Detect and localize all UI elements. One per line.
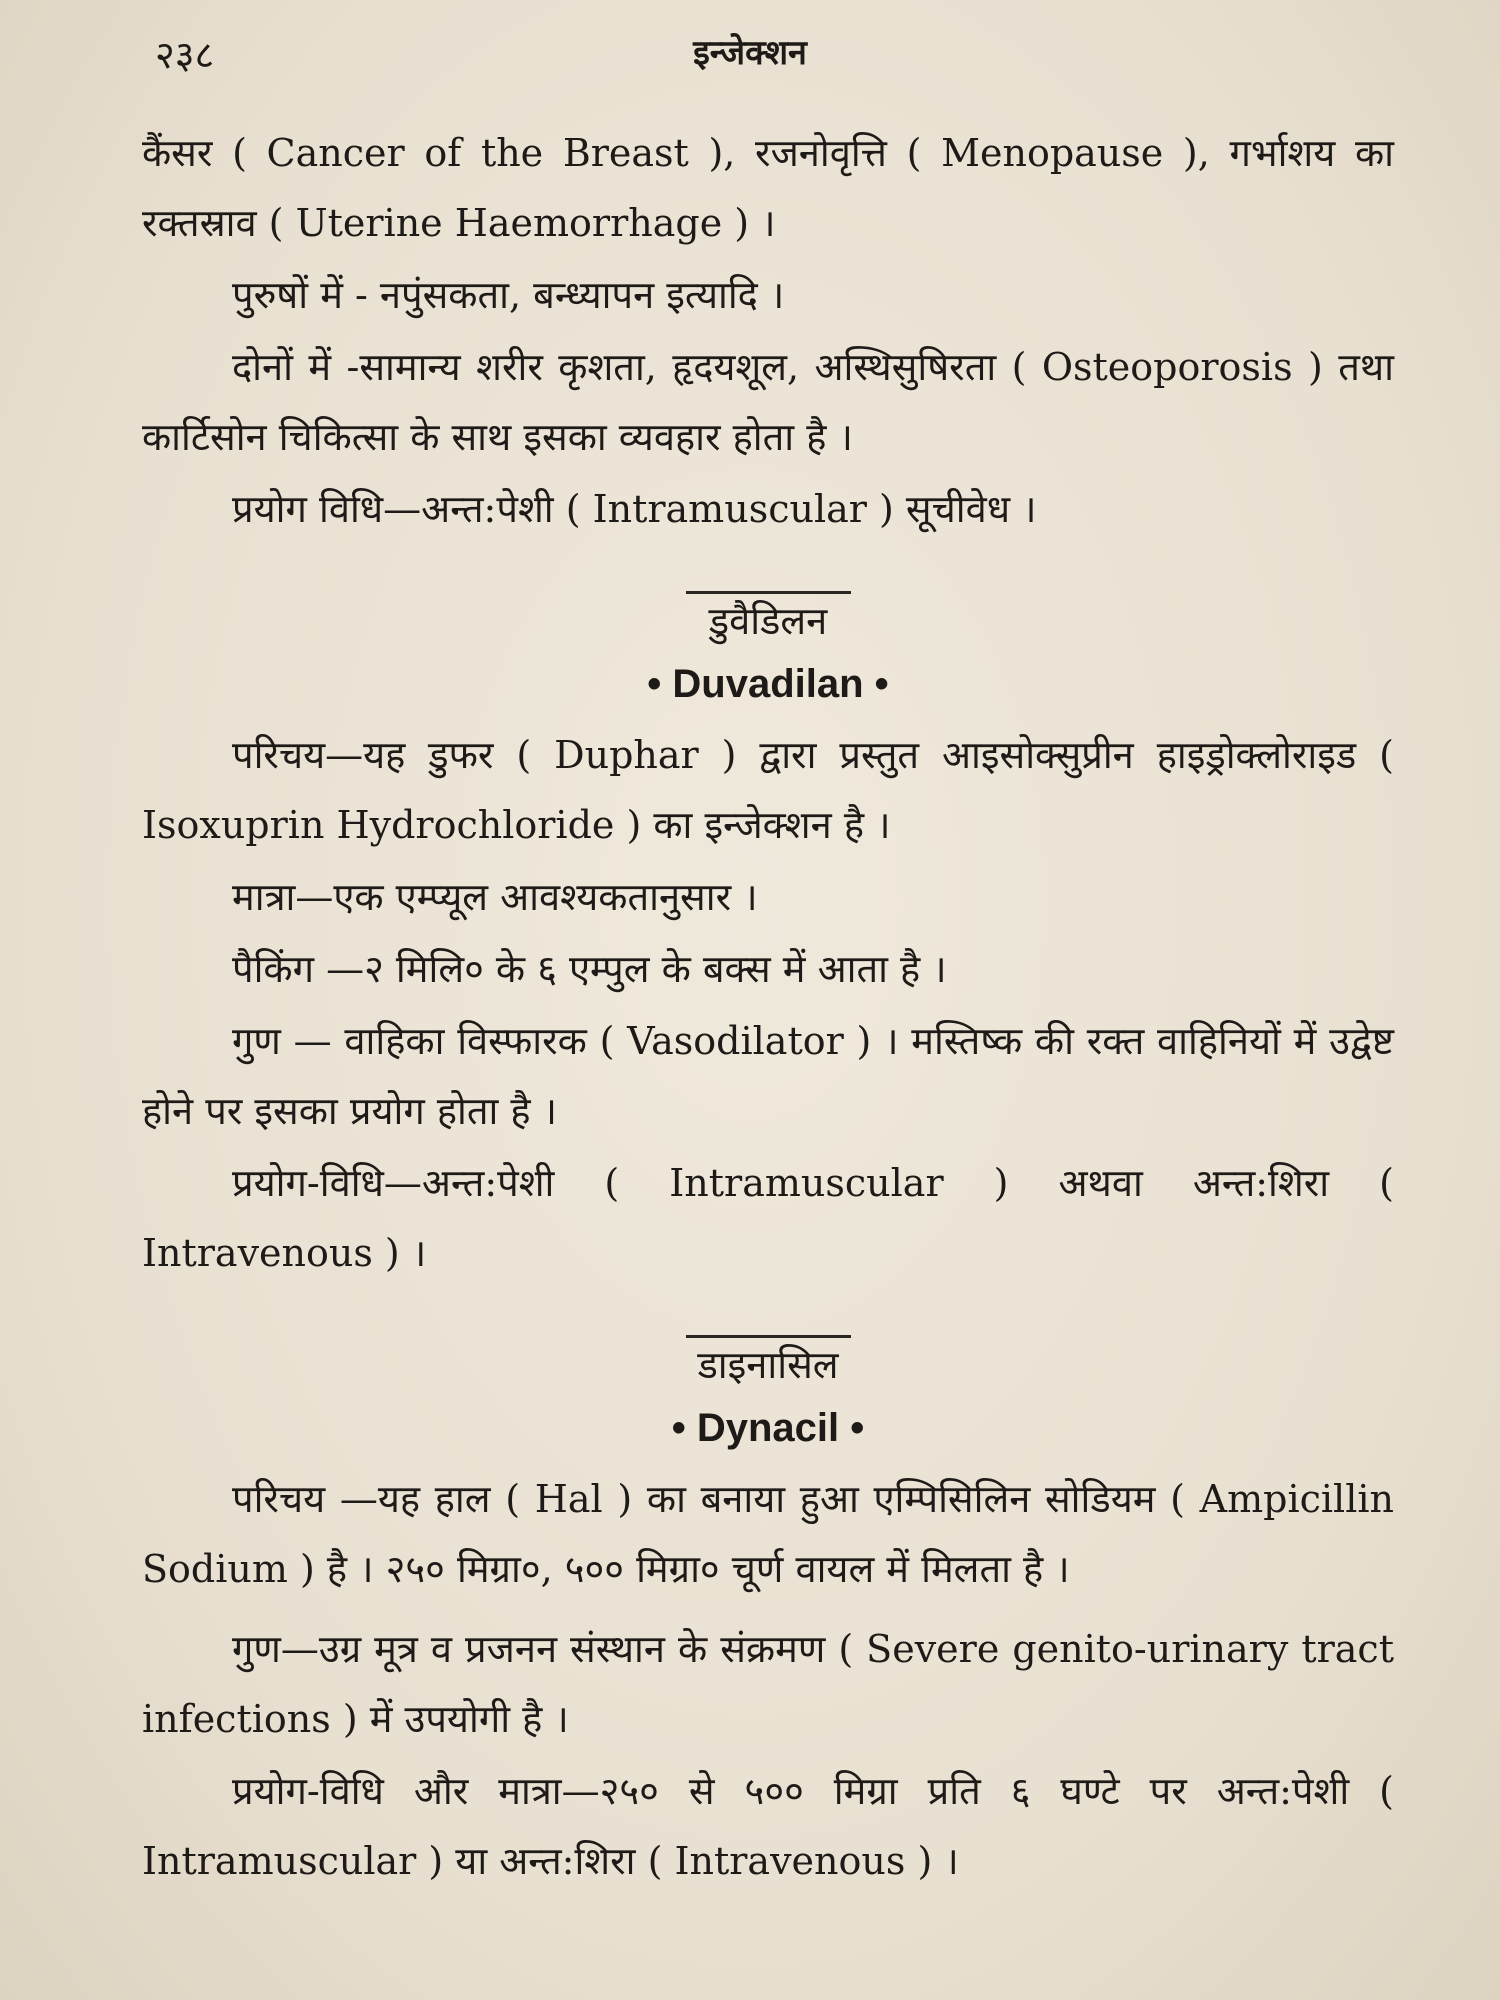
running-title: इन्जेक्शन: [693, 33, 807, 73]
entry-title-english: • Dynacil •: [671, 1406, 865, 1450]
duvadilan-method: प्रयोग-विधि—अन्त:पेशी ( Intramuscular ) अथवा अन्त:शिरा ( Intravenous ) ।: [142, 1161, 1394, 1275]
entry-title-hindi: डाइनासिल: [697, 1343, 839, 1387]
paragraph-both: दोनों में -सामान्य शरीर कृशता, हृदयशूल, अस्थिसुषिरता ( Osteoporosis ) तथा कार्टिसोन चिकित्सा के साथ इसका व्यवहार होता है ।: [142, 345, 1394, 459]
duvadilan-properties: गुण — वाहिका विस्फारक ( Vasodilator ) । मस्तिष्क की रक्त वाहिनियों में उद्वेष्ट होने पर इसका प्रयोग होता है ।: [142, 1019, 1394, 1133]
entry-title-english: • Duvadilan •: [647, 662, 889, 706]
dynacil-method-dose: प्रयोग-विधि और मात्रा—२५० से ५०० मिग्रा प्रति ६ घण्टे पर अन्त:पेशी ( Intramuscular ) या अन्त:शिरा ( Intravenous ) ।: [142, 1769, 1394, 1883]
entry-title-hindi: डुवैडिलन: [708, 599, 828, 643]
duvadilan-intro: परिचय—यह डुफर ( Duphar ) द्वारा प्रस्तुत आइसोक्सुप्रीन हाइड्रोक्लोराइड ( Isoxuprin Hydrochloride ) का इन्जेक्शन है ।: [142, 733, 1394, 847]
paragraph-men: पुरुषों में - नपुंसकता, बन्ध्यापन इत्यादि ।: [232, 273, 785, 317]
dynacil-properties: गुण—उग्र मूत्र व प्रजनन संस्थान के संक्रमण ( Severe genito-urinary tract infections ) में उपयोगी है ।: [142, 1627, 1394, 1741]
paragraph-method: प्रयोग विधि—अन्त:पेशी ( Intramuscular ) सूचीवेध ।: [232, 487, 1037, 531]
page-number: २३८: [155, 33, 215, 77]
section-divider: [142, 546, 1394, 590]
section-divider: [142, 1290, 1394, 1334]
dynacil-intro: परिचय —यह हाल ( Hal ) का बनाया हुआ एम्पिसिलिन सोडियम ( Ampicillin Sodium ) है । २५० मिग्रा०, ५०० मिग्रा० चूर्ण वायल में मिलता है ।: [142, 1477, 1394, 1591]
paragraph-cancer-list: कैंसर ( Cancer of the Breast ), रजनोवृत्ति ( Menopause ), गर्भाशय का रक्तस्राव ( Uterine Haemorrhage ) ।: [142, 131, 1394, 245]
page-body: [142, 118, 1394, 1898]
duvadilan-packing: पैकिंग —२ मिलि० के ६ एम्पुल के बक्स में आता है ।: [232, 947, 947, 991]
running-header: [0, 28, 1500, 78]
duvadilan-dose: मात्रा—एक एम्प्यूल आवश्यकतानुसार ।: [232, 875, 758, 919]
